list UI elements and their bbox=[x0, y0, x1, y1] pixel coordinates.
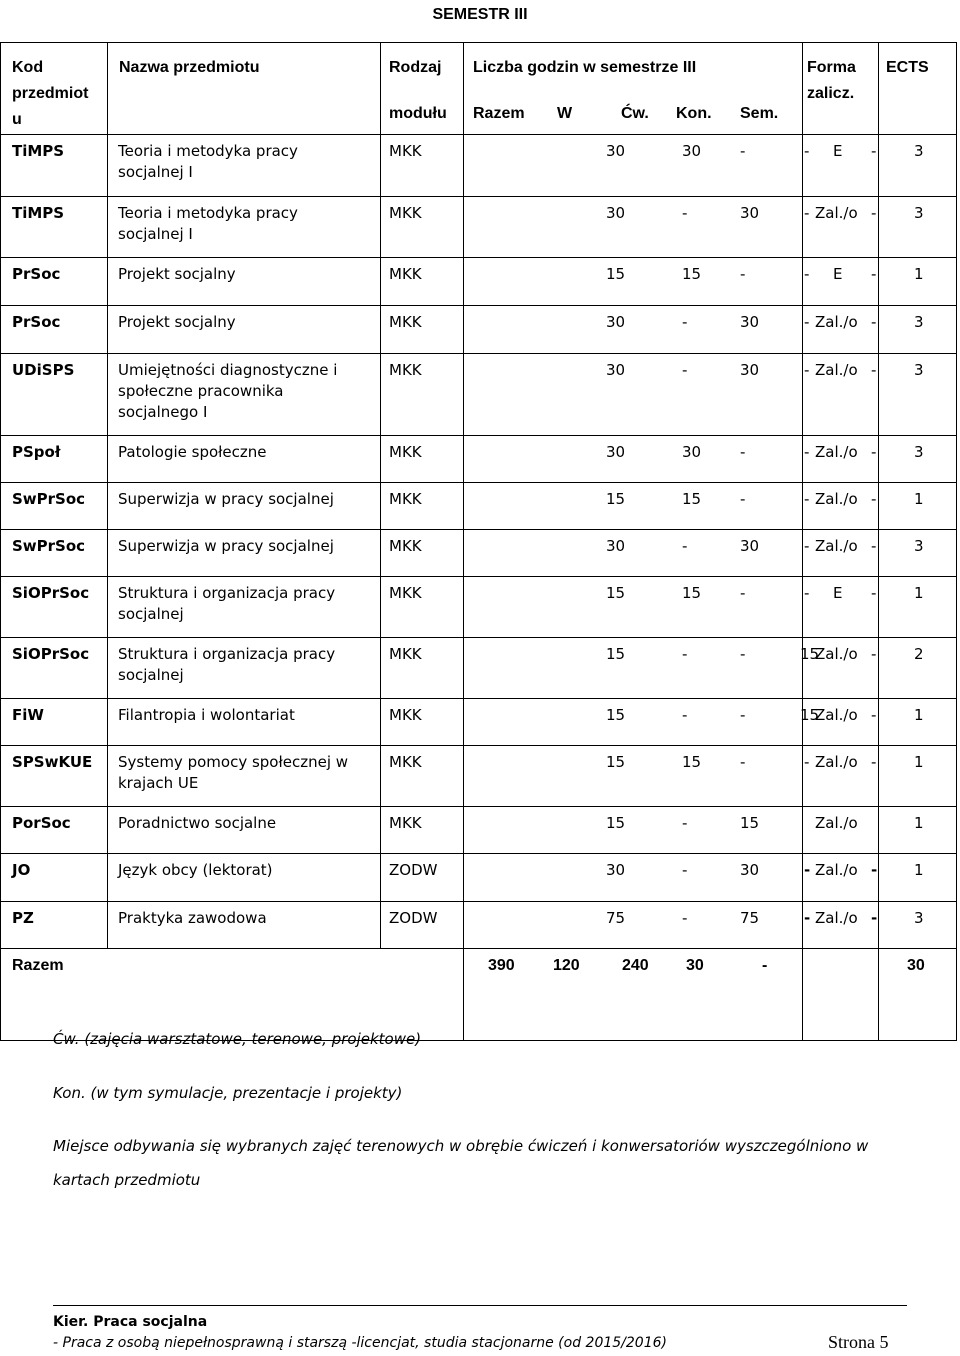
course-name: Systemy pomocy społecznej w krajach UE bbox=[118, 753, 349, 792]
hours-sem: - bbox=[871, 584, 877, 602]
cell-name bbox=[108, 354, 381, 436]
cell-code bbox=[1, 746, 108, 807]
hours-sem: - bbox=[871, 706, 877, 724]
forma-value: Zal./o bbox=[815, 909, 858, 927]
forma-value: E bbox=[833, 142, 843, 160]
hours-kon: - bbox=[804, 537, 810, 555]
header-rodzaj bbox=[381, 43, 464, 135]
table-row bbox=[1, 258, 957, 306]
cell-code bbox=[1, 306, 108, 354]
header-rodzaj-1: Rodzaj bbox=[389, 59, 442, 76]
cell-code bbox=[1, 530, 108, 577]
ects-value: 3 bbox=[914, 537, 924, 555]
forma-value: E bbox=[833, 265, 843, 283]
hours-sem: - bbox=[871, 142, 877, 160]
total-ects: 30 bbox=[907, 957, 925, 974]
cell-forma bbox=[803, 699, 879, 746]
page-number: Strona 5 bbox=[828, 1332, 889, 1352]
header-kod bbox=[1, 43, 108, 135]
note-cw: Ćw. (zajęcia warsztatowe, terenowe, projektowe) bbox=[53, 1030, 422, 1048]
cell-ects bbox=[879, 530, 957, 577]
course-name: Struktura i organizacja pracy socjalnej bbox=[118, 645, 336, 684]
header-forma-2: zalicz. bbox=[807, 85, 855, 102]
cell-forma bbox=[803, 135, 879, 197]
header-kod-1: Kod bbox=[12, 59, 44, 76]
table-row bbox=[1, 854, 957, 902]
course-code: SwPrSoc bbox=[12, 537, 86, 555]
course-code: SiOPrSoc bbox=[12, 645, 90, 663]
cell-ects bbox=[879, 197, 957, 258]
total-sem: - bbox=[762, 957, 768, 974]
hours-kon: - bbox=[804, 265, 810, 283]
forma-value: Zal./o bbox=[815, 204, 858, 222]
table-row bbox=[1, 306, 957, 354]
cell-name bbox=[108, 746, 381, 807]
hours-sem: - bbox=[871, 361, 877, 379]
cell-module bbox=[381, 258, 464, 306]
forma-value: Zal./o bbox=[815, 814, 858, 832]
cell-module bbox=[381, 746, 464, 807]
cell-forma bbox=[803, 854, 879, 902]
module-type: MKK bbox=[389, 204, 422, 222]
module-type: MKK bbox=[389, 645, 422, 663]
hours-w: - bbox=[682, 645, 688, 663]
cell-code bbox=[1, 258, 108, 306]
ects-value: 3 bbox=[914, 361, 924, 379]
hours-sem: - bbox=[871, 537, 877, 555]
cell-module bbox=[381, 197, 464, 258]
header-ects bbox=[879, 43, 957, 135]
table-row bbox=[1, 530, 957, 577]
hours-w: - bbox=[682, 814, 688, 832]
hours-razem: 15 bbox=[606, 706, 626, 724]
header-forma-1: Forma bbox=[807, 59, 856, 76]
footer-program: Kier. Praca socjalna bbox=[53, 1314, 208, 1330]
total-forma-cell bbox=[803, 949, 879, 1041]
hours-w: - bbox=[682, 313, 688, 331]
cell-name bbox=[108, 135, 381, 197]
cell-name bbox=[108, 530, 381, 577]
course-code: JO bbox=[12, 861, 31, 879]
cell-module bbox=[381, 306, 464, 354]
course-name: Język obcy (lektorat) bbox=[118, 861, 273, 879]
table-row bbox=[1, 197, 957, 258]
module-type: MKK bbox=[389, 490, 422, 508]
note-miejsce: Miejsce odbywania się wybranych zajęć terenowych w obrębie ćwiczeń i konwersatoriów wyszczególniono w bbox=[53, 1137, 869, 1155]
hours-razem: 15 bbox=[606, 645, 626, 663]
header-kon: Kon. bbox=[676, 105, 712, 122]
cell-code bbox=[1, 854, 108, 902]
hours-razem: 30 bbox=[606, 861, 626, 879]
cell-code bbox=[1, 135, 108, 197]
hours-sem: - bbox=[871, 265, 877, 283]
cell-name bbox=[108, 483, 381, 530]
hours-w: 15 bbox=[682, 584, 702, 602]
course-name: Projekt socjalny bbox=[118, 265, 236, 283]
hours-razem: 15 bbox=[606, 584, 626, 602]
module-type: MKK bbox=[389, 537, 422, 555]
hours-kon: 15 bbox=[800, 706, 820, 724]
forma-value: Zal./o bbox=[815, 361, 858, 379]
hours-kon: - bbox=[804, 443, 810, 461]
module-type: ZODW bbox=[389, 909, 438, 927]
hours-w: 15 bbox=[682, 265, 702, 283]
course-name: Filantropia i wolontariat bbox=[118, 706, 295, 724]
cell-code bbox=[1, 699, 108, 746]
forma-value: E bbox=[833, 584, 843, 602]
total-hours-cell bbox=[464, 949, 803, 1041]
header-nazwa-label: Nazwa przedmiotu bbox=[119, 59, 260, 76]
ects-value: 3 bbox=[914, 909, 924, 927]
module-type: MKK bbox=[389, 361, 422, 379]
header-sem: Sem. bbox=[740, 105, 779, 122]
hours-cw: 30 bbox=[740, 861, 760, 879]
cell-forma bbox=[803, 577, 879, 638]
footer-specialization: - Praca z osobą niepełnosprawną i starszą -licencjat, studia stacjonarne (od 2015/2016) bbox=[53, 1335, 667, 1351]
cell-hours bbox=[464, 135, 877, 197]
header-liczba bbox=[464, 43, 803, 135]
course-name: Teoria i metodyka pracy socjalnej I bbox=[118, 204, 298, 243]
cell-ects bbox=[879, 638, 957, 699]
cell-ects bbox=[879, 354, 957, 436]
hours-w: 15 bbox=[682, 753, 702, 771]
curriculum-table bbox=[0, 42, 957, 1041]
course-name: Umiejętności diagnostyczne i społeczne pracownika socjalnego I bbox=[118, 361, 338, 421]
header-row bbox=[1, 43, 957, 135]
cell-name bbox=[108, 902, 381, 949]
cell-module bbox=[381, 902, 464, 949]
hours-cw: 30 bbox=[740, 313, 760, 331]
course-name: Struktura i organizacja pracy socjalnej bbox=[118, 584, 336, 623]
cell-code bbox=[1, 902, 108, 949]
cell-name bbox=[108, 577, 381, 638]
hours-w: 30 bbox=[682, 443, 702, 461]
table-row bbox=[1, 902, 957, 949]
cell-module bbox=[381, 354, 464, 436]
hours-kon: - bbox=[804, 142, 810, 160]
module-type: MKK bbox=[389, 584, 422, 602]
cell-forma bbox=[803, 746, 879, 807]
module-type: MKK bbox=[389, 814, 422, 832]
hours-w: - bbox=[682, 706, 688, 724]
cell-name bbox=[108, 699, 381, 746]
cell-code bbox=[1, 436, 108, 483]
hours-w: - bbox=[682, 537, 688, 555]
cell-ects bbox=[879, 577, 957, 638]
cell-module bbox=[381, 854, 464, 902]
cell-hours bbox=[464, 577, 877, 638]
cell-ects bbox=[879, 306, 957, 354]
cell-ects bbox=[879, 807, 957, 854]
cell-hours bbox=[464, 807, 803, 854]
hours-razem: 30 bbox=[606, 361, 626, 379]
forma-value: Zal./o bbox=[815, 313, 858, 331]
hours-sem: - bbox=[871, 753, 877, 771]
hours-razem: 30 bbox=[606, 443, 626, 461]
forma-value: Zal./o bbox=[815, 861, 858, 879]
ects-value: 3 bbox=[914, 313, 924, 331]
hours-cw: - bbox=[740, 753, 746, 771]
cell-name bbox=[108, 436, 381, 483]
cell-module bbox=[381, 135, 464, 197]
header-ects-label: ECTS bbox=[886, 59, 929, 76]
cell-module bbox=[381, 483, 464, 530]
cell-module bbox=[381, 577, 464, 638]
hours-kon: - bbox=[804, 861, 811, 879]
course-code: PrSoc bbox=[12, 265, 61, 283]
module-type: MKK bbox=[389, 142, 422, 160]
forma-value: Zal./o bbox=[815, 537, 858, 555]
course-name: Superwizja w pracy socjalnej bbox=[118, 537, 334, 555]
cell-forma bbox=[803, 807, 879, 854]
cell-module bbox=[381, 638, 464, 699]
cell-code bbox=[1, 577, 108, 638]
header-forma bbox=[803, 43, 879, 135]
hours-cw: - bbox=[740, 265, 746, 283]
hours-cw: 30 bbox=[740, 204, 760, 222]
cell-module bbox=[381, 807, 464, 854]
hours-razem: 15 bbox=[606, 490, 626, 508]
hours-kon: - bbox=[804, 909, 811, 927]
hours-kon: - bbox=[804, 584, 810, 602]
module-type: MKK bbox=[389, 753, 422, 771]
ects-value: 1 bbox=[914, 490, 924, 508]
cell-ects bbox=[879, 746, 957, 807]
cell-name bbox=[108, 854, 381, 902]
note-miejsce-cont: kartach przedmiotu bbox=[53, 1171, 201, 1189]
cell-ects bbox=[879, 854, 957, 902]
course-code: TiMPS bbox=[12, 204, 65, 222]
hours-sem: - bbox=[871, 909, 878, 927]
hours-w: - bbox=[682, 361, 688, 379]
hours-cw: 30 bbox=[740, 537, 760, 555]
cell-ects bbox=[879, 436, 957, 483]
total-label: Razem bbox=[12, 957, 64, 974]
hours-razem: 30 bbox=[606, 142, 626, 160]
hours-w: - bbox=[682, 909, 688, 927]
hours-cw: - bbox=[740, 706, 746, 724]
hours-w: 15 bbox=[682, 490, 702, 508]
ects-value: 1 bbox=[914, 861, 924, 879]
cell-name bbox=[108, 306, 381, 354]
header-liczba-label: Liczba godzin w semestrze III bbox=[473, 59, 697, 76]
cell-name bbox=[108, 807, 381, 854]
course-name: Poradnictwo socjalne bbox=[118, 814, 277, 832]
note-kon: Kon. (w tym symulacje, prezentacje i projekty) bbox=[53, 1084, 403, 1102]
header-cw: Ćw. bbox=[621, 105, 649, 122]
cell-ects bbox=[879, 135, 957, 197]
table-row bbox=[1, 483, 957, 530]
page-title: SEMESTR III bbox=[432, 6, 528, 23]
cell-code bbox=[1, 807, 108, 854]
cell-name bbox=[108, 638, 381, 699]
ects-value: 3 bbox=[914, 204, 924, 222]
cell-forma bbox=[803, 638, 879, 699]
forma-value: Zal./o bbox=[815, 645, 858, 663]
ects-value: 3 bbox=[914, 142, 924, 160]
module-type: MKK bbox=[389, 313, 422, 331]
header-rodzaj-2: modułu bbox=[389, 105, 447, 122]
cell-code bbox=[1, 197, 108, 258]
cell-ects bbox=[879, 258, 957, 306]
header-nazwa bbox=[108, 43, 381, 135]
course-name: Patologie społeczne bbox=[118, 443, 267, 461]
course-code: SwPrSoc bbox=[12, 490, 86, 508]
total-kon: 30 bbox=[686, 957, 704, 974]
total-cw: 240 bbox=[622, 957, 649, 974]
hours-cw: - bbox=[740, 645, 746, 663]
course-code: SPSwKUE bbox=[12, 753, 93, 771]
ects-value: 2 bbox=[914, 645, 924, 663]
hours-razem: 30 bbox=[606, 313, 626, 331]
hours-sem: - bbox=[871, 204, 877, 222]
course-code: PSpoł bbox=[12, 443, 61, 461]
cell-forma bbox=[803, 258, 879, 306]
cell-module bbox=[381, 436, 464, 483]
module-type: MKK bbox=[389, 443, 422, 461]
hours-w: - bbox=[682, 861, 688, 879]
forma-value: Zal./o bbox=[815, 753, 858, 771]
header-razem: Razem bbox=[473, 105, 525, 122]
course-name: Projekt socjalny bbox=[118, 313, 236, 331]
cell-forma bbox=[803, 197, 879, 258]
hours-cw: - bbox=[740, 490, 746, 508]
ects-value: 1 bbox=[914, 584, 924, 602]
cell-name bbox=[108, 258, 381, 306]
ects-value: 1 bbox=[914, 814, 924, 832]
hours-sem: - bbox=[871, 313, 877, 331]
course-code: SiOPrSoc bbox=[12, 584, 90, 602]
footer-divider bbox=[53, 1305, 907, 1306]
header-kod-2: przedmiot bbox=[12, 85, 89, 102]
course-code: UDiSPS bbox=[12, 361, 75, 379]
hours-razem: 15 bbox=[606, 814, 626, 832]
cell-code bbox=[1, 354, 108, 436]
hours-razem: 15 bbox=[606, 265, 626, 283]
table-row bbox=[1, 577, 957, 638]
table-row bbox=[1, 354, 957, 436]
hours-sem: - bbox=[871, 490, 877, 508]
ects-value: 3 bbox=[914, 443, 924, 461]
cell-module bbox=[381, 699, 464, 746]
cell-ects bbox=[879, 699, 957, 746]
course-name: Teoria i metodyka pracy socjalnej I bbox=[118, 142, 298, 181]
cell-code bbox=[1, 638, 108, 699]
cell-forma bbox=[803, 483, 879, 530]
course-code: PorSoc bbox=[12, 814, 71, 832]
ects-value: 1 bbox=[914, 265, 924, 283]
hours-kon: - bbox=[804, 753, 810, 771]
hours-cw: 75 bbox=[740, 909, 760, 927]
hours-w: - bbox=[682, 204, 688, 222]
hours-cw: - bbox=[740, 584, 746, 602]
total-razem: 390 bbox=[488, 957, 515, 974]
hours-razem: 30 bbox=[606, 204, 626, 222]
table-row bbox=[1, 699, 957, 746]
header-w: W bbox=[557, 105, 573, 122]
hours-sem: - bbox=[871, 645, 877, 663]
hours-kon: - bbox=[804, 490, 810, 508]
hours-cw: 30 bbox=[740, 361, 760, 379]
header-kod-3: u bbox=[12, 111, 22, 128]
table-row bbox=[1, 638, 957, 699]
hours-razem: 15 bbox=[606, 753, 626, 771]
table-row bbox=[1, 135, 957, 197]
ects-value: 1 bbox=[914, 706, 924, 724]
ects-value: 1 bbox=[914, 753, 924, 771]
course-name: Superwizja w pracy socjalnej bbox=[118, 490, 334, 508]
hours-sem: - bbox=[871, 443, 877, 461]
cell-module bbox=[381, 530, 464, 577]
forma-value: Zal./o bbox=[815, 443, 858, 461]
hours-kon: 15 bbox=[800, 645, 820, 663]
hours-razem: 30 bbox=[606, 537, 626, 555]
table-row bbox=[1, 807, 957, 854]
hours-sem: - bbox=[871, 861, 878, 879]
cell-hours bbox=[464, 258, 877, 306]
cell-forma bbox=[803, 436, 879, 483]
hours-w: 30 bbox=[682, 142, 702, 160]
cell-ects bbox=[879, 902, 957, 949]
module-type: ZODW bbox=[389, 861, 438, 879]
course-code: TiMPS bbox=[12, 142, 65, 160]
hours-kon: - bbox=[804, 313, 810, 331]
total-w: 120 bbox=[553, 957, 580, 974]
hours-razem: 75 bbox=[606, 909, 626, 927]
cell-forma bbox=[803, 530, 879, 577]
course-name: Praktyka zawodowa bbox=[118, 909, 267, 927]
course-code: FiW bbox=[12, 706, 44, 724]
hours-kon: - bbox=[804, 361, 810, 379]
cell-forma bbox=[803, 306, 879, 354]
module-type: MKK bbox=[389, 265, 422, 283]
forma-value: Zal./o bbox=[815, 490, 858, 508]
course-code: PrSoc bbox=[12, 313, 61, 331]
hours-cw: 15 bbox=[740, 814, 760, 832]
cell-forma bbox=[803, 354, 879, 436]
cell-ects bbox=[879, 483, 957, 530]
hours-cw: - bbox=[740, 443, 746, 461]
cell-forma bbox=[803, 902, 879, 949]
forma-value: Zal./o bbox=[815, 706, 858, 724]
hours-kon: - bbox=[804, 204, 810, 222]
cell-name bbox=[108, 197, 381, 258]
table-row bbox=[1, 746, 957, 807]
module-type: MKK bbox=[389, 706, 422, 724]
total-ects-cell bbox=[879, 949, 957, 1041]
cell-code bbox=[1, 483, 108, 530]
table-row bbox=[1, 436, 957, 483]
course-code: PZ bbox=[12, 909, 34, 927]
hours-cw: - bbox=[740, 142, 746, 160]
